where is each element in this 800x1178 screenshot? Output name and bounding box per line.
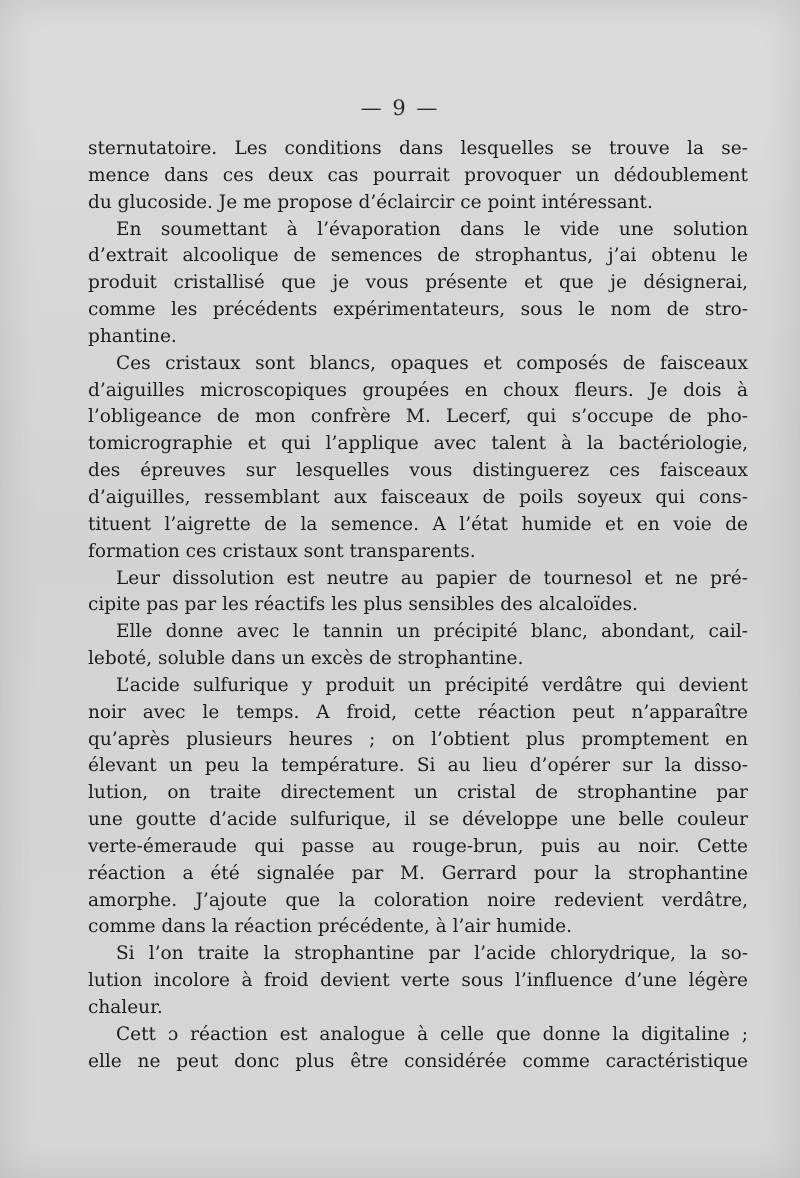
text-line: lution, on traite directement un cristal de strophantine par xyxy=(88,782,748,804)
text-line: tomicrographie et qui l’applique avec talent à la bactériologie, xyxy=(88,433,748,455)
text-line: Leur dissolution est neutre au papier de tournesol et ne pré- xyxy=(116,567,748,589)
text-line: élevant un peu la température. Si au lieu d’opérer sur la disso- xyxy=(88,755,748,777)
text-line: chaleur. xyxy=(88,997,163,1018)
text-line: l’obligeance de mon confrère M. Lecerf, qui s’occupe de pho- xyxy=(88,406,748,428)
text-line: noir avec le temps. A froid, cette réaction peut n’apparaître xyxy=(88,701,748,723)
text-line: amorphe. J’ajoute que la coloration noire redevient verdâtre, xyxy=(88,889,748,911)
text-line: réaction a été signalée par M. Gerrard pour la strophantine xyxy=(88,862,748,884)
text-line: tituent l’aigrette de la semence. A l’état humide et en voie de xyxy=(88,513,748,535)
text-line: L’acide sulfurique y produit un précipité verdâtre qui devient xyxy=(116,674,748,696)
text-line: d’extrait alcoolique de semences de strophantus, j’ai obtenu le xyxy=(88,245,748,267)
text-line: d’aiguilles, ressemblant aux faisceaux de poils soyeux qui cons- xyxy=(88,486,748,508)
text-line: qu’après plusieurs heures ; on l’obtient plus promptement en xyxy=(88,728,748,750)
page-number: — 9 — xyxy=(360,96,440,120)
text-line: elle ne peut donc plus être considérée comme caractéristique xyxy=(88,1050,748,1072)
text-line: du glucoside. Je me propose d’éclaircir ce point intéressant. xyxy=(88,191,653,213)
text-line: des épreuves sur lesquelles vous distinguerez ces faisceaux xyxy=(88,460,748,482)
text-line: une goutte d’acide sulfurique, il se développe une belle couleur xyxy=(88,809,748,831)
text-line: Ces cristaux sont blancs, opaques et composés de faisceaux xyxy=(116,352,748,374)
text-line: lution incolore à froid devient verte sous l’influence d’une légère xyxy=(88,970,748,992)
text-line: Elle donne avec le tannin un précipité blanc, abondant, cail- xyxy=(116,621,748,643)
text-line: d’aiguilles microscopiques groupées en choux fleurs. Je dois à xyxy=(88,379,748,401)
text-line: cipite pas par les réactifs les plus sensibles des alcaloïdes. xyxy=(88,594,638,616)
text-line: produit cristallisé que je vous présente et que je désignerai, xyxy=(88,272,748,294)
body-text xyxy=(88,136,748,1076)
text-line: phantine. xyxy=(88,325,177,347)
text-line: formation ces cristaux sont transparents. xyxy=(88,540,476,562)
text-line: comme dans la réaction précédente, à l’air humide. xyxy=(88,916,572,938)
text-line: Si l’on traite la strophantine par l’acide chlorydrique, la so- xyxy=(116,943,748,965)
text-line: sternutatoire. Les conditions dans lesquelles se trouve la se- xyxy=(88,138,748,159)
text-line: mence dans ces deux cas pourrait provoquer un dédoublement xyxy=(88,164,748,186)
text-line: leboté, soluble dans un excès de strophantine. xyxy=(88,648,524,670)
text-line: Cett ɔ réaction est analogue à celle que donne la digitaline ; xyxy=(116,1023,748,1045)
text-line: verte-émeraude qui passe au rouge-brun, puis au noir. Cette xyxy=(88,835,748,857)
text-line: En soumettant à l’évaporation dans le vide une solution xyxy=(116,218,748,240)
text-line: comme les précédents expérimentateurs, sous le nom de stro- xyxy=(88,299,748,321)
